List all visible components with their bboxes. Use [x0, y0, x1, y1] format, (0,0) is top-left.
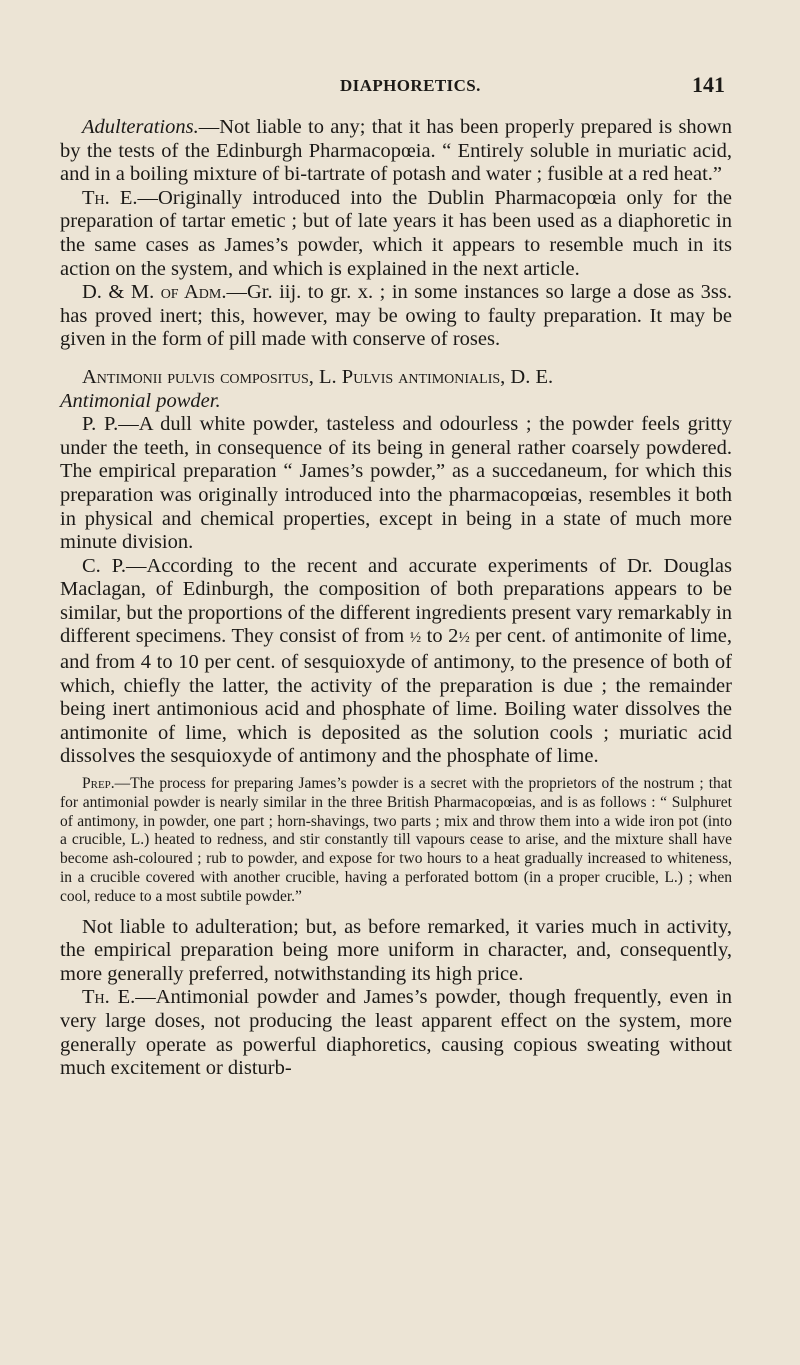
cp-label: C. P.: [82, 554, 127, 577]
th-e-label: Th. E.: [82, 186, 138, 209]
physical-properties-paragraph: [60, 413, 732, 555]
body-text: [60, 116, 732, 1081]
page-number: 141: [692, 72, 725, 97]
prep-text: —The process for preparing James’s powder is a secret with the proprietors of the nostrum ; that for antimonial powder is nearly similar in the three British Pharmacopœias, and is as follows : “ Sulphuret of antimony, in powder, one part ; horn-shavings, two parts ; mix and throw them into a wide iron pot (into a crucible, L.) heated to redness, and stir constantly till vapours cease to arise, and the mixture shall have become ash-coloured ; rub to powder, and expose for two hours to a heat gradually increased to whiteness, in a crucible covered with another crucible, having a perforated bottom (in a proper crucible, L.) ; when cool, reduce to a most subtile powder.”: [60, 775, 732, 905]
pp-text: —A dull white powder, tasteless and odourless ; the powder feels gritty under the teeth, in consequence of its being in general rather coarsely powdered. The empirical preparation “ James’s powder,” as a succedaneum, for which this preparation was originally introduced into the pharmacopœias, resembles it both in physical and chemical properties, except in being in a state of much more minute division.: [60, 413, 732, 554]
fraction-one-half: ½: [409, 630, 422, 647]
preparation-paragraph: [60, 775, 732, 907]
pp-label: P. P.: [82, 413, 119, 436]
fraction-one-half-b: ½: [458, 630, 470, 647]
not-liable-paragraph: [60, 916, 732, 987]
adulterations-text: —Not liable to any; that it has been properly prepared is shown by the tests of the Edinburgh Pharmacopœia. “ Entirely soluble in muriatic acid, and in a boiling mixture of bi-tartrate of potash and water ; fusible at a red heat.”: [60, 116, 732, 186]
cp-text-1: —According to the recent and accurate experiments of Dr. Douglas Maclagan, of Edinburgh, the composition of both preparations appears to be similar, but the proportions of the different ingredients present vary remarkably in different specimens. They consist of from: [60, 554, 732, 648]
running-title: DIAPHORETICS.: [340, 76, 481, 95]
dose-text: —Gr. iij. to gr. x. ; in some instances so large a dose as 3ss. has proved inert; this, however, may be owing to faulty preparation. It may be given in the form of pill made with conserve of roses.: [60, 281, 733, 351]
therapeutic-effects-paragraph: [60, 187, 732, 281]
cp-text-2: to 2: [421, 625, 459, 648]
adulterations-paragraph: [60, 116, 732, 187]
chemical-properties-paragraph: [60, 555, 732, 769]
dose-paragraph: [60, 281, 732, 352]
th-e-text: —Originally introduced into the Dublin Pharmacopœia only for the preparation of tartar emetic ; but of late years it has been used as a diaphoretic in the same cases as James’s powder, which it appears to resemble much in its action on the system, and which is explained in the next article.: [60, 186, 732, 280]
dose-label: D. & M. of Adm.: [82, 281, 227, 304]
adulterations-label: Adulterations.: [82, 116, 199, 138]
antimonial-th-e-paragraph: [60, 986, 732, 1080]
section-title: Antimonii pulvis compositus, L. Pulvis antimonialis, D. E.: [82, 365, 554, 388]
th-e-text-2: —Antimonial powder and James’s powder, though frequently, even in very large doses, not producing the least apparent effect on the system, more generally operate as powerful diaphoretics, causing copious sweating without much excitement or disturb-: [60, 986, 732, 1080]
section-heading-paragraph: [60, 366, 732, 413]
page-header: [0, 72, 800, 102]
section-subtitle: Antimonial powder.: [60, 389, 221, 412]
th-e-label-2: Th. E.: [82, 986, 136, 1009]
prep-label: Prep.: [82, 775, 115, 793]
cp-text-3: per cent. of antimonite of lime, and from 4 to 10 per cent. of sesquioxyde of antimony, to the presence of both of which, chiefly the latter, the activity of the preparation is due ; the remainder being inert antimonious acid and phosphate of lime. Boiling water dissolves the antimonite of lime, which is deposited as the solution cools ; muriatic acid dissolves the sesquioxyde of antimony and the phosphate of lime.: [60, 625, 732, 768]
not-liable-text: Not liable to adulteration; but, as before remarked, it varies much in activity, the empirical preparation being more uniform in character, and, consequently, more generally preferred, notwithstanding its high price.: [60, 915, 732, 985]
